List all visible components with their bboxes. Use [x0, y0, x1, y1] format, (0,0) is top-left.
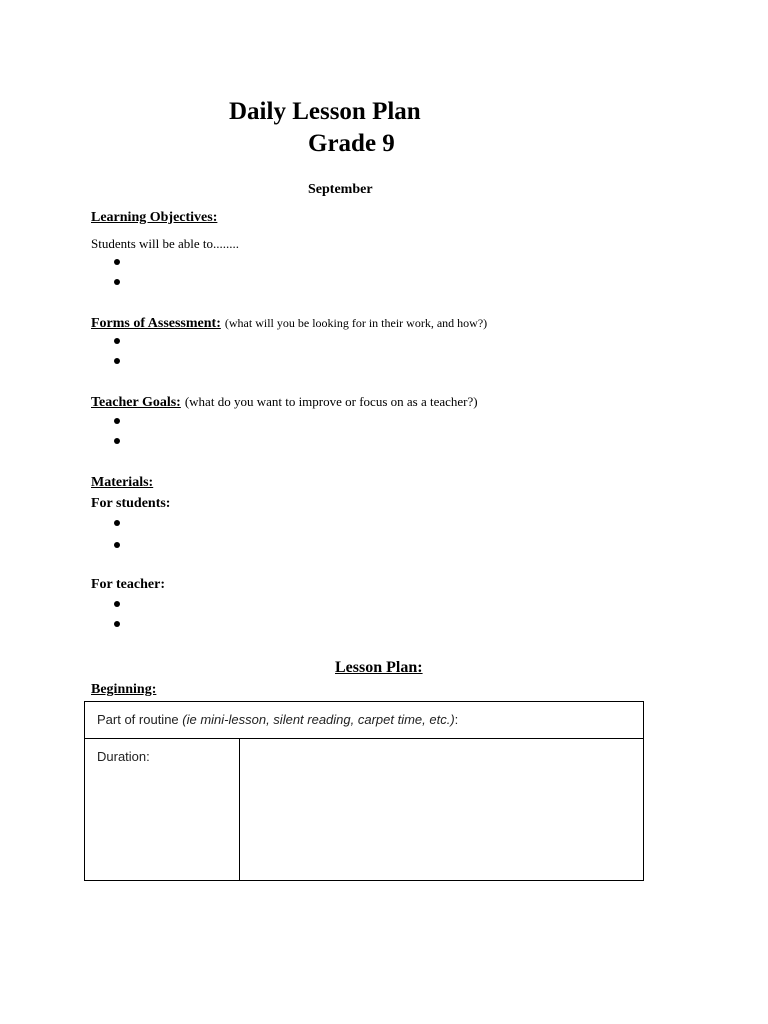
routine-examples: (ie mini-lesson, silent reading, carpet time, etc.) [182, 712, 455, 727]
materials-heading: Materials: [91, 475, 154, 490]
teacher-goals-heading: Teacher Goals: [91, 395, 181, 410]
routine-cell[interactable] [85, 702, 644, 739]
assessment-bullet [114, 338, 120, 344]
objective-bullet [114, 259, 120, 265]
duration-label: Duration: [97, 749, 150, 764]
duration-cell[interactable] [85, 739, 240, 881]
materials-students-label: For students: [91, 496, 171, 511]
objective-bullet [114, 279, 120, 285]
teacher-goals-section [91, 393, 478, 411]
routine-label: Part of routine [97, 712, 183, 727]
beginning-heading: Beginning: [91, 682, 157, 697]
routine-colon: : [454, 712, 459, 727]
assessment-bullet [114, 358, 120, 364]
routine-row [85, 702, 644, 739]
teacher-goals-note: (what do you want to improve or focus on as a teacher?) [184, 394, 478, 409]
teacher-material-bullet [114, 621, 120, 627]
assessment-section [91, 314, 487, 332]
learning-objectives-heading: Learning Objectives: [91, 210, 218, 225]
month-label: September [308, 182, 373, 197]
grade-label: Grade 9 [308, 130, 395, 157]
assessment-heading: Forms of Assessment: [91, 316, 221, 331]
activity-cell[interactable] [240, 739, 644, 881]
document-title: Daily Lesson Plan [229, 98, 421, 125]
materials-teacher-label: For teacher: [91, 577, 165, 592]
lesson-plan-heading: Lesson Plan: [335, 659, 423, 676]
duration-row [85, 739, 644, 881]
student-material-bullet [114, 520, 120, 526]
student-material-bullet [114, 542, 120, 548]
teacher-material-bullet [114, 601, 120, 607]
teacher-goal-bullet [114, 438, 120, 444]
teacher-goal-bullet [114, 418, 120, 424]
assessment-note: (what will you be looking for in their work, and how?) [224, 316, 488, 330]
lesson-plan-table [84, 701, 644, 881]
objectives-intro: Students will be able to........ [91, 236, 240, 251]
